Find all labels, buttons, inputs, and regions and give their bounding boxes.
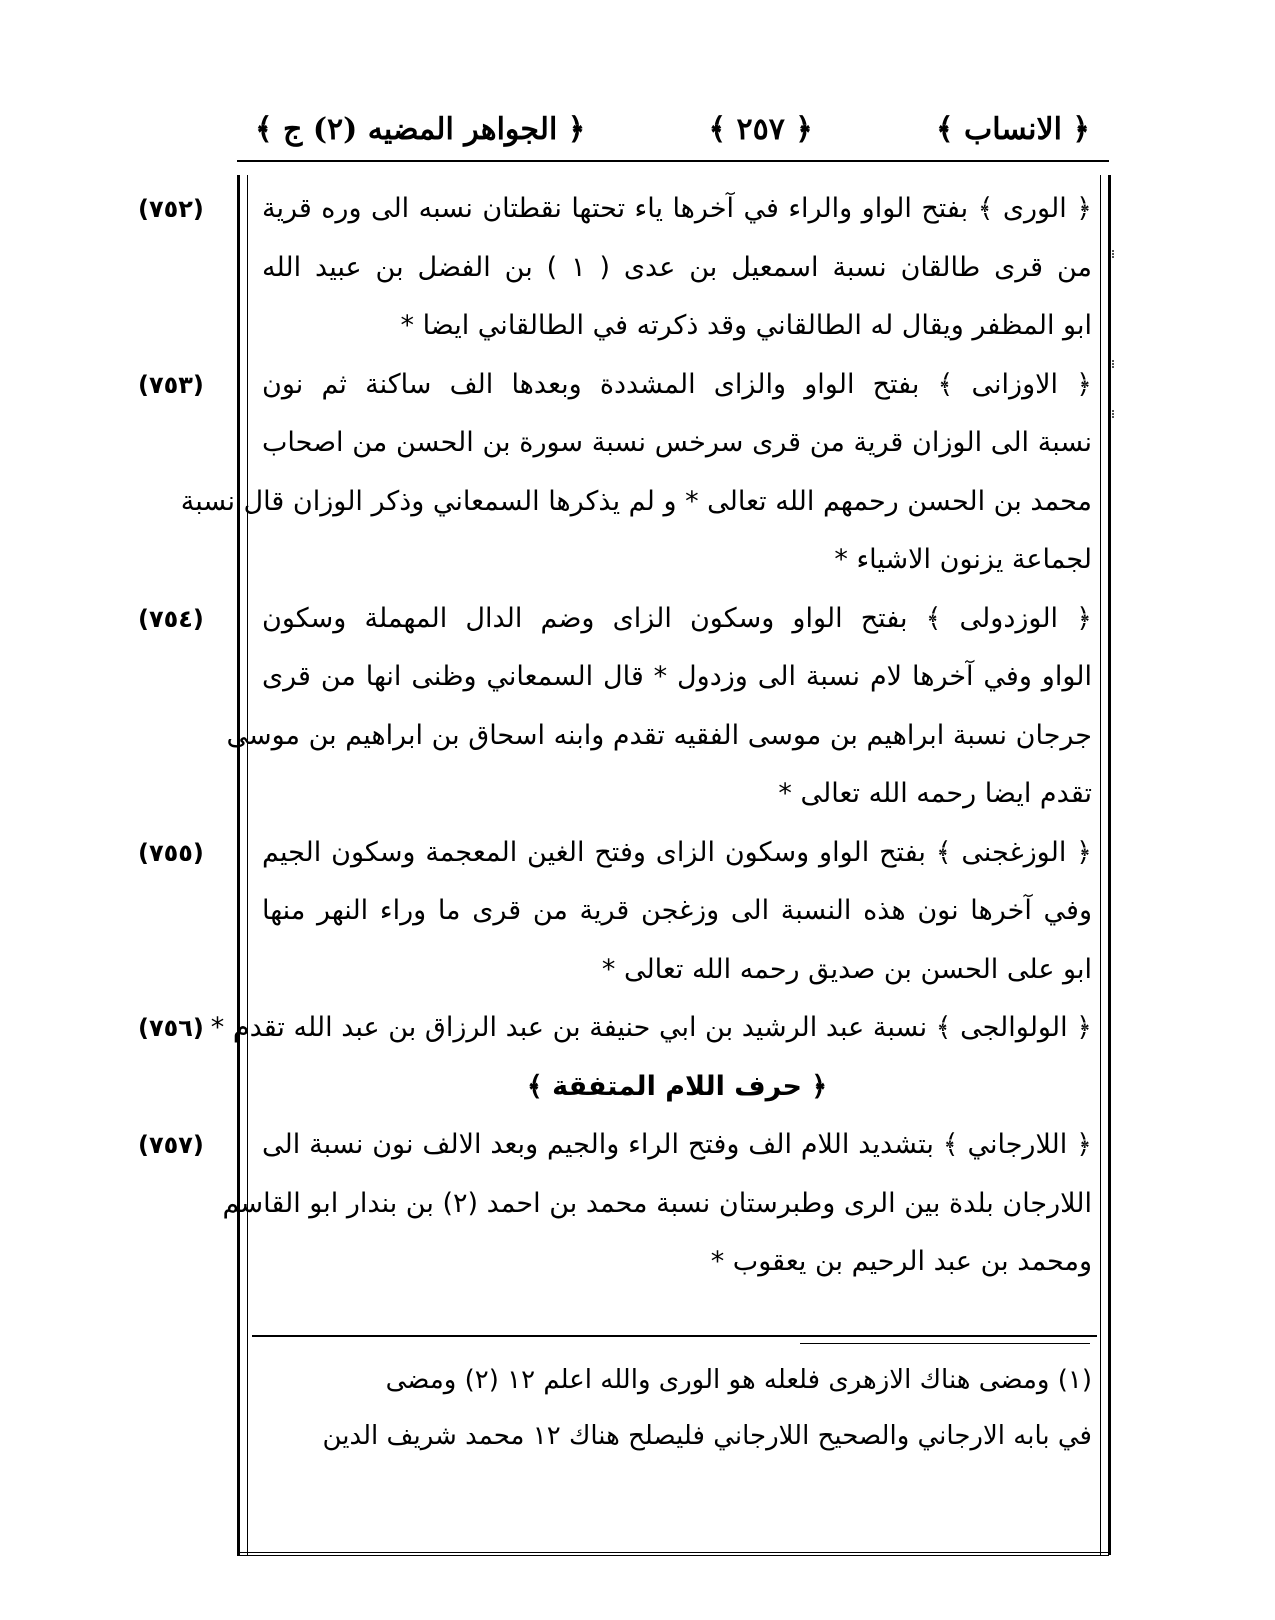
footnote-separator-short <box>800 1343 1090 1344</box>
margin-mark <box>1112 250 1120 258</box>
text-line: ﴿ الوزغجنى ﴾ بفتح الواو وسكون الزاى وفتح الغين المعجمة وسكون الجيم <box>262 836 1092 868</box>
text-line: ﴿ الاوزانى ﴾ بفتح الواو والزاى المشددة وبعدها الف ساكنة ثم نون <box>262 368 1092 400</box>
text-line: لجماعة يزنون الاشياء * <box>834 544 1092 575</box>
text-line: محمد بن الحسن رحمهم الله تعالى * و لم يذكرها السمعاني وذكر الوزان قال نسبة <box>180 485 1092 517</box>
text-line: ﴿ الوزدولى ﴾ بفتح الواو وسكون الزاى وضم الدال المهملة وسكون <box>262 602 1092 634</box>
entry-number: (٧٥٥) <box>138 838 204 867</box>
text-line: ﴿ الورى ﴾ بفتح الواو والراء في آخرها ياء تحتها نقطتان نسبه الى وره قرية <box>262 193 1092 224</box>
margin-mark <box>1112 360 1120 368</box>
entry-number: (٧٥٧) <box>138 1131 204 1159</box>
section-title: ﴿ الانساب ﴾ <box>936 111 1090 147</box>
text-line: ﴿ الولوالجى ﴾ نسبة عبد الرشيد بن ابي حنيفة بن عبد الرزاق بن عبد الله تقدم * <box>210 1012 1092 1043</box>
frame-border-left-inner <box>247 175 248 1555</box>
entry-number: (٧٥٣) <box>138 370 204 399</box>
text-line: من قرى طالقان نسبة اسمعيل بن عدى ( ١ ) بن الفضل بن عبيد الله <box>262 251 1092 283</box>
footnote-line: (١) ومضى هناك الازهرى فلعله هو الورى والله اعلم ١٢ (٢) ومضى <box>385 1365 1092 1395</box>
footnotes <box>262 1352 1092 1464</box>
frame-border-right-inner <box>1100 175 1101 1555</box>
frame-border-right-outer <box>1108 175 1111 1555</box>
text-line: جرجان نسبة ابراهيم بن موسى الفقيه تقدم وابنه اسحاق بن ابراهيم بن موسى <box>226 719 1092 751</box>
text-line: ﴿ اللارجاني ﴾ بتشديد اللام الف وفتح الراء والجيم وبعد الالف نون نسبة الى <box>262 1129 1092 1160</box>
text-line: ومحمد بن عبد الرحيم بن يعقوب * <box>710 1246 1092 1277</box>
margin-mark <box>1112 410 1120 418</box>
footnote-separator <box>252 1335 1097 1337</box>
entry-number: (٧٥٦) <box>138 1014 204 1042</box>
footnote-line: في بابه الارجاني والصحيح اللارجاني فليصلح هناك ١٢ محمد شريف الدين <box>322 1421 1092 1451</box>
text-line: الواو وفي آخرها لام نسبة الى وزدول * قال السمعاني وظنى انها من قرى <box>262 661 1092 692</box>
text-line: اللارجان بلدة بين الرى وطبرستان نسبة محمد بن احمد (٢) بن بندار ابو القاسم <box>222 1187 1092 1219</box>
entry-number: (٧٥٤) <box>138 604 204 633</box>
text-line: ابو على الحسن بن صديق رحمه الله تعالى * <box>601 953 1092 985</box>
main-text <box>180 180 1092 1292</box>
text-line: ابو المظفر ويقال له الطالقاني وقد ذكرته في الطالقاني ايضا * <box>400 310 1092 341</box>
text-line: تقدم ايضا رحمه الله تعالى * <box>778 778 1092 809</box>
entry-number: (٧٥٢) <box>138 195 204 223</box>
page-number: ﴿ ٢٥٧ ﴾ <box>708 111 813 147</box>
chapter-heading: ﴿ حرف اللام المتفقة ﴾ <box>526 1070 828 1102</box>
text-line: وفي آخرها نون هذه النسبة الى وزغجن قرية من قرى ما وراء النهر منها <box>262 895 1092 926</box>
text-line: نسبة الى الوزان قرية من قرى سرخس نسبة سورة بن الحسن من اصحاب <box>262 427 1092 458</box>
book-title: ﴿ الجواهر المضيه (٢) ج ﴾ <box>255 111 586 147</box>
page-header <box>255 100 1090 158</box>
